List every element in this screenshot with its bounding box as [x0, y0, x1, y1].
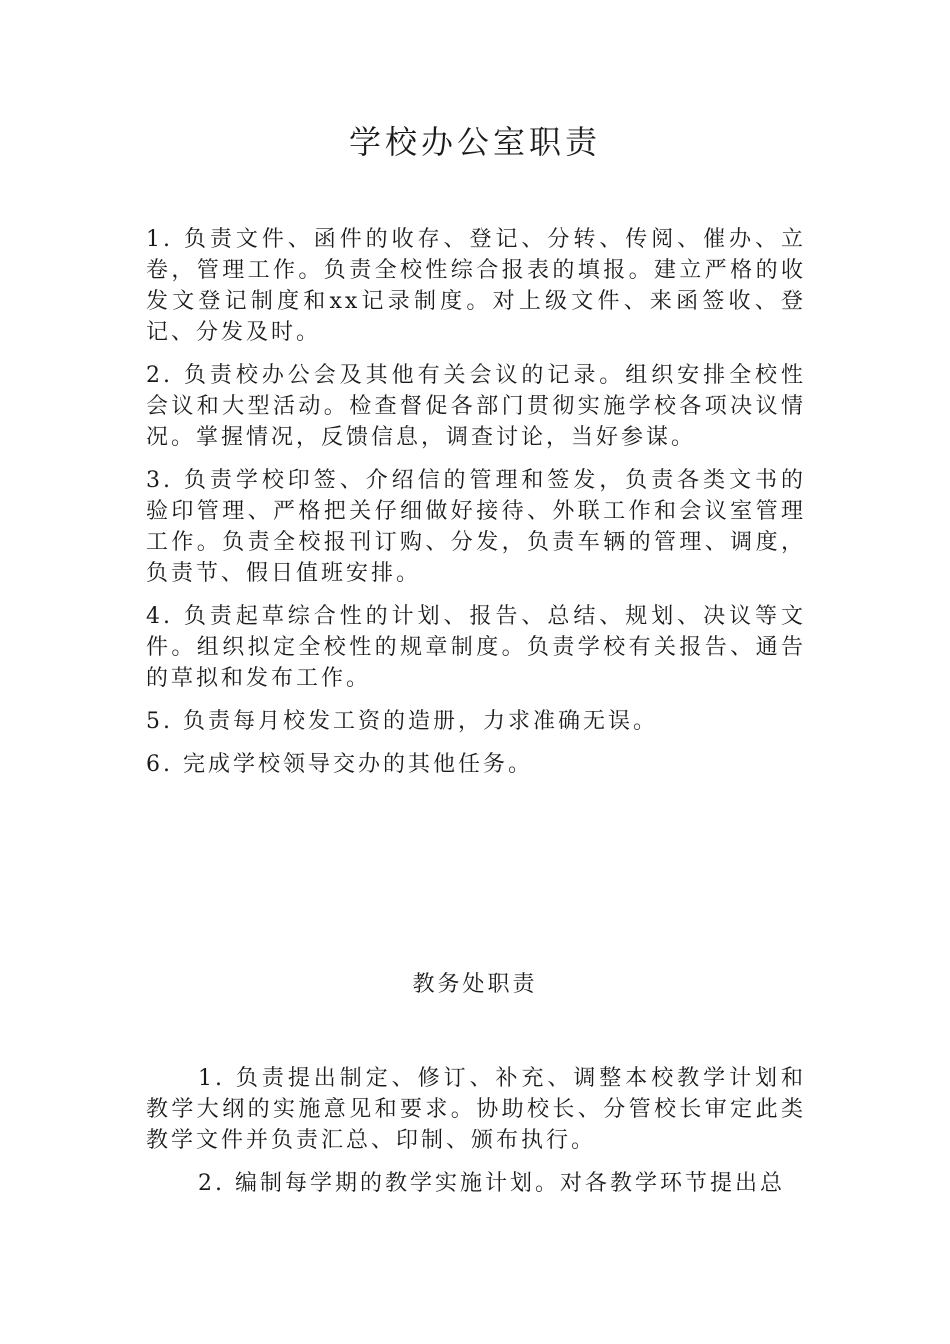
office-duty-paragraph: 2. 负责校办公会及其他有关会议的记录。组织安排全校性会议和大型活动。检查督促各部门贯彻实施学校各项决议情况。掌握情况，反馈信息，调查讨论，当好参谋。 [146, 363, 806, 450]
section-subtitle: 教务处职责 [412, 972, 538, 997]
page-title: 学校办公室职责 [348, 123, 601, 161]
academic-duties-section [146, 1063, 806, 1211]
office-duties-section [146, 224, 806, 792]
office-duty-paragraph: 6. 完成学校领导交办的其他任务。 [146, 752, 533, 777]
office-duty-paragraph: 1. 负责文件、函件的收存、登记、分转、传阅、催办、立卷，管理工作。负责全校性综合报表的填报。建立严格的收发文登记制度和xx记录制度。对上级文件、来函签收、登记、分发及时。 [146, 227, 806, 345]
academic-duty-paragraph: 1. 负责提出制定、修订、补充、调整本校教学计划和教学大纲的实施意见和要求。协助校长、分管校长审定此类教学文件并负责汇总、印制、颁布执行。 [146, 1066, 806, 1153]
academic-duty-paragraph: 2. 编制每学期的教学实施计划。对各教学环节提出总 [198, 1171, 785, 1196]
office-duty-paragraph: 4. 负责起草综合性的计划、报告、总结、规划、决议等文件。组织拟定全校性的规章制度。负责学校有关报告、通告的草拟和发布工作。 [146, 604, 806, 691]
office-duty-paragraph: 3. 负责学校印签、介绍信的管理和签发，负责各类文书的验印管理、严格把关仔细做好接待、外联工作和会议室管理工作。负责全校报刊订购、分发，负责车辆的管理、调度，负责节、假日值班安排。 [146, 468, 806, 586]
office-duty-paragraph: 5. 负责每月校发工资的造册，力求准确无误。 [146, 709, 658, 734]
